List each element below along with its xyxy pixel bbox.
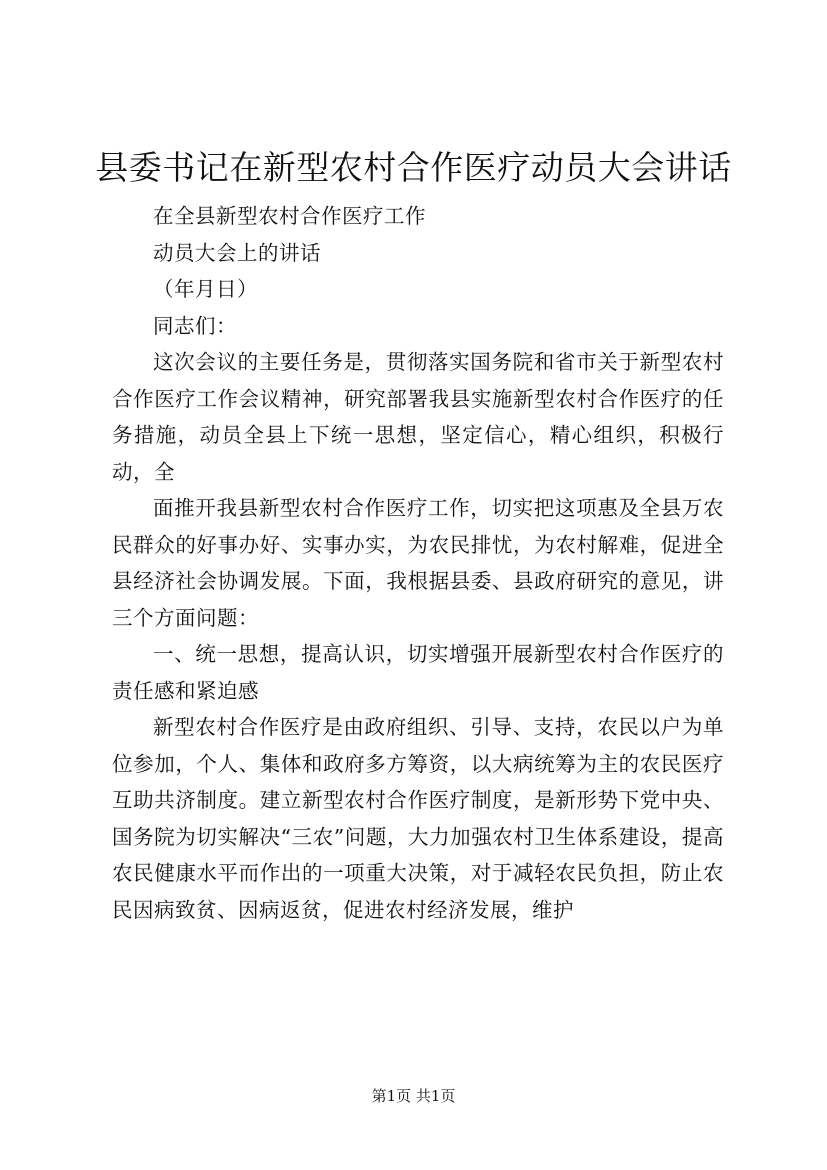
paragraph-date: （年月日） xyxy=(153,277,258,301)
paragraph-body: 这次会议的主要任务是，贯彻落实国务院和省市关于新型农村合作医疗工作会议精神，研究部署我县实施新型农村合作医疗的任务措施，动员全县上下统一思想，坚定信心，精心组织，积极行动，全 xyxy=(112,350,724,484)
paragraph-subtitle-line-2: 动员大会上的讲话 xyxy=(153,240,321,265)
paragraph-section-heading: 一、统一思想，提高认识，切实增强开展新型农村合作医疗的责任感和紧迫感 xyxy=(112,642,724,703)
paragraph-subtitle-line-1: 在全县新型农村合作医疗工作 xyxy=(153,204,426,228)
document-title: 县委书记在新型农村合作医疗动员大会讲话 xyxy=(95,148,732,187)
page-footer: 第1页 共1页 xyxy=(371,1087,456,1105)
paragraph-body: 新型农村合作医疗是由政府组织、引导、支持，农民以户为单位参加，个人、集体和政府多方筹资，以大病统筹为主的农民医疗互助共济制度。建立新型农村合作医疗制度，是新形势下党中央、国务院为切实解决“三农”问题，大力加强农村卫生体系建设，提高农民健康水平而作出的一项重大决策，对于减轻农民负担，防止农民因病致贫、因病返贫，促进农村经济发展，维护 xyxy=(112,715,724,922)
paragraph-salutation: 同志们： xyxy=(153,313,237,338)
document-body xyxy=(112,198,724,928)
paragraph-body: 面推开我县新型农村合作医疗工作，切实把这项惠及全县万农民群众的好事办好、实事办实，为农民排忧，为农村解难，促进全县经济社会协调发展。下面，我根据县委、县政府研究的意见，讲三个方面问题： xyxy=(112,496,724,630)
